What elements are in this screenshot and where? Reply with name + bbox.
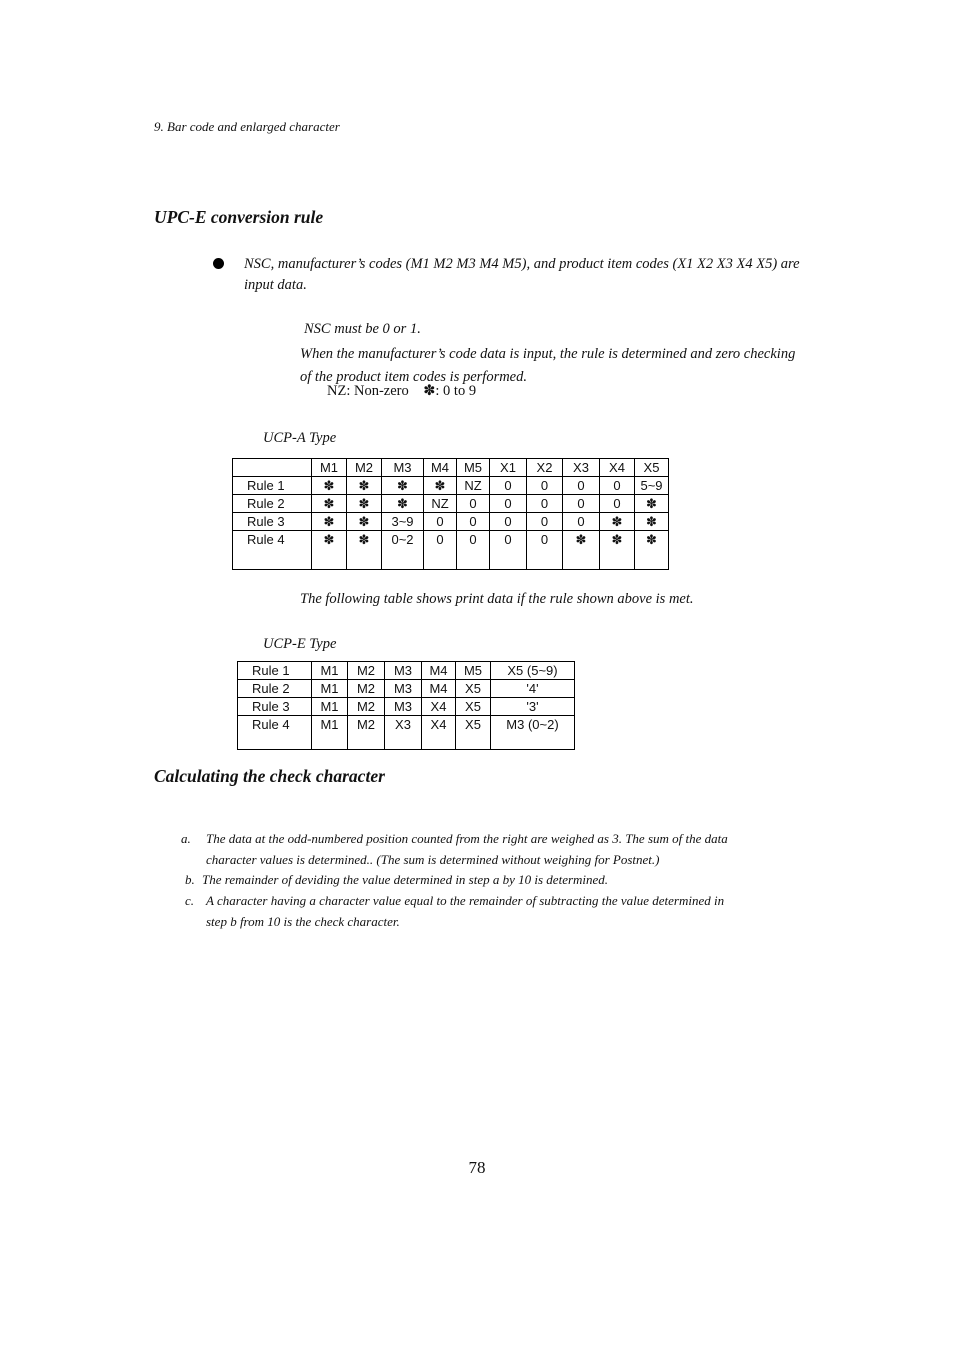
table-cell: M3 xyxy=(385,680,422,698)
header-cell: M3 xyxy=(382,459,424,477)
table-cell: ✽ xyxy=(312,531,347,570)
table-cell: M4 xyxy=(422,662,456,680)
table-cell: 3~9 xyxy=(382,513,424,531)
section-title-check-character: Calculating the check character xyxy=(154,766,385,786)
table-cell: 5~9 xyxy=(635,477,669,495)
following-table-note: The following table shows print data if the rule shown above is met. xyxy=(300,591,694,607)
table-cell: 0 xyxy=(457,495,490,513)
table-cell: M3 xyxy=(385,698,422,716)
table-cell: '4' xyxy=(491,680,575,698)
table-cell: ✽ xyxy=(424,477,457,495)
table-cell: 0 xyxy=(490,477,527,495)
step-c-label: c. xyxy=(185,893,195,908)
table-row xyxy=(238,680,575,698)
header-cell: X3 xyxy=(563,459,600,477)
table-cell: M2 xyxy=(348,698,385,716)
header-cell: X1 xyxy=(490,459,527,477)
step-b-label: b. xyxy=(185,872,195,887)
table-cell: 0 xyxy=(457,531,490,570)
table-cell: NZ xyxy=(457,477,490,495)
upc-e-table xyxy=(237,661,575,750)
table-cell: 0 xyxy=(600,495,635,513)
table-cell: X3 xyxy=(385,716,422,750)
table-cell: ✽ xyxy=(600,513,635,531)
step-c-line1: A character having a character value equal to the remainder of subtracting the value determined in xyxy=(206,893,725,908)
table-cell: 0 xyxy=(600,477,635,495)
table-cell: ✽ xyxy=(347,513,382,531)
table-cell: ✽ xyxy=(382,495,424,513)
header-cell xyxy=(233,459,312,477)
table-cell: M5 xyxy=(456,662,491,680)
table-cell: 0 xyxy=(490,495,527,513)
table-cell: ✽ xyxy=(312,495,347,513)
table-cell: ✽ xyxy=(347,477,382,495)
row-label: Rule 4 xyxy=(238,716,312,750)
table-cell: ✽ xyxy=(312,513,347,531)
table-row xyxy=(233,513,669,531)
row-label: Rule 2 xyxy=(238,680,312,698)
table-cell: M3 (0~2) xyxy=(491,716,575,750)
table-cell: X5 xyxy=(456,698,491,716)
step-c-line2: step b from 10 is the check character. xyxy=(206,914,400,929)
table-row xyxy=(233,495,669,513)
header-cell: M4 xyxy=(424,459,457,477)
table-cell: 0 xyxy=(563,477,600,495)
table-cell: X5 (5~9) xyxy=(491,662,575,680)
table-cell: M1 xyxy=(312,698,348,716)
step-a-line2: character values is determined.. (The sum is determined without weighing for Postnet.) xyxy=(206,852,660,867)
upc-a-table xyxy=(232,458,669,570)
table-cell: 0 xyxy=(527,477,563,495)
table-cell: 0 xyxy=(490,531,527,570)
table-cell: ✽ xyxy=(600,531,635,570)
table-row xyxy=(238,698,575,716)
table-cell: X5 xyxy=(456,680,491,698)
header-cell: M1 xyxy=(312,459,347,477)
table-row xyxy=(233,477,669,495)
table-cell: ✽ xyxy=(312,477,347,495)
step-a-line1: The data at the odd-numbered position counted from the right are weighed as 3. The sum of the data xyxy=(206,831,728,846)
table-cell: M2 xyxy=(348,716,385,750)
row-label: Rule 1 xyxy=(233,477,312,495)
rule-note: When the manufacturer’s code data is input, the rule is determined and zero checking of the product item codes is performed. xyxy=(300,346,796,385)
section-title-upc-e: UPC-E conversion rule xyxy=(154,207,324,227)
table-row xyxy=(238,662,575,680)
header-cell: X4 xyxy=(600,459,635,477)
table-cell: 0~2 xyxy=(382,531,424,570)
row-label: Rule 4 xyxy=(233,531,312,570)
table-cell: ✽ xyxy=(347,495,382,513)
row-label: Rule 2 xyxy=(233,495,312,513)
table-cell: 0 xyxy=(424,513,457,531)
table-cell: 0 xyxy=(527,513,563,531)
table-cell: 0 xyxy=(527,531,563,570)
step-b-text: The remainder of deviding the value determined in step a by 10 is determined. xyxy=(202,872,609,887)
table-cell: 0 xyxy=(563,495,600,513)
step-c-text xyxy=(206,890,806,932)
table-a-caption: UCP-A Type xyxy=(263,430,337,446)
table-cell: M1 xyxy=(312,680,348,698)
header-cell: X2 xyxy=(527,459,563,477)
table-cell: ✽ xyxy=(635,531,669,570)
nsc-note: NSC must be 0 or 1. xyxy=(304,321,421,337)
table-cell: M2 xyxy=(348,680,385,698)
row-label: Rule 3 xyxy=(238,698,312,716)
chapter-header: 9. Bar code and enlarged character xyxy=(154,119,340,134)
nz-legend: NZ: Non-zero ✽: 0 to 9 xyxy=(327,383,477,399)
row-label: Rule 3 xyxy=(233,513,312,531)
header-cell: M2 xyxy=(347,459,382,477)
table-cell: ✽ xyxy=(635,513,669,531)
table-cell: X4 xyxy=(422,716,456,750)
table-cell: M1 xyxy=(312,662,348,680)
table-cell: X4 xyxy=(422,698,456,716)
table-cell: 0 xyxy=(563,513,600,531)
step-a-text xyxy=(206,828,806,870)
table-cell: ✽ xyxy=(347,531,382,570)
page-number: 78 xyxy=(468,1158,486,1177)
table-cell: ✽ xyxy=(563,531,600,570)
bullet-icon xyxy=(213,256,225,268)
table-row xyxy=(238,716,575,750)
bullet-paragraph: NSC, manufacturer’s codes (M1 M2 M3 M4 M5), and product item codes (X1 X2 X3 X4 X5) are input data. xyxy=(244,256,800,293)
table-cell: M4 xyxy=(422,680,456,698)
table-cell: M1 xyxy=(312,716,348,750)
table-cell: X5 xyxy=(456,716,491,750)
table-cell: 0 xyxy=(527,495,563,513)
table-cell: ✽ xyxy=(382,477,424,495)
table-cell: M2 xyxy=(348,662,385,680)
header-cell: X5 xyxy=(635,459,669,477)
table-header-row xyxy=(233,459,669,477)
header-cell: M5 xyxy=(457,459,490,477)
table-e-caption: UCP-E Type xyxy=(263,636,337,652)
table-cell: ✽ xyxy=(635,495,669,513)
table-cell: M3 xyxy=(385,662,422,680)
step-a-label: a. xyxy=(181,831,191,846)
table-cell: '3' xyxy=(491,698,575,716)
table-cell: 0 xyxy=(424,531,457,570)
table-row xyxy=(233,531,669,570)
table-cell: 0 xyxy=(457,513,490,531)
table-cell: NZ xyxy=(424,495,457,513)
table-cell: 0 xyxy=(490,513,527,531)
row-label: Rule 1 xyxy=(238,662,312,680)
